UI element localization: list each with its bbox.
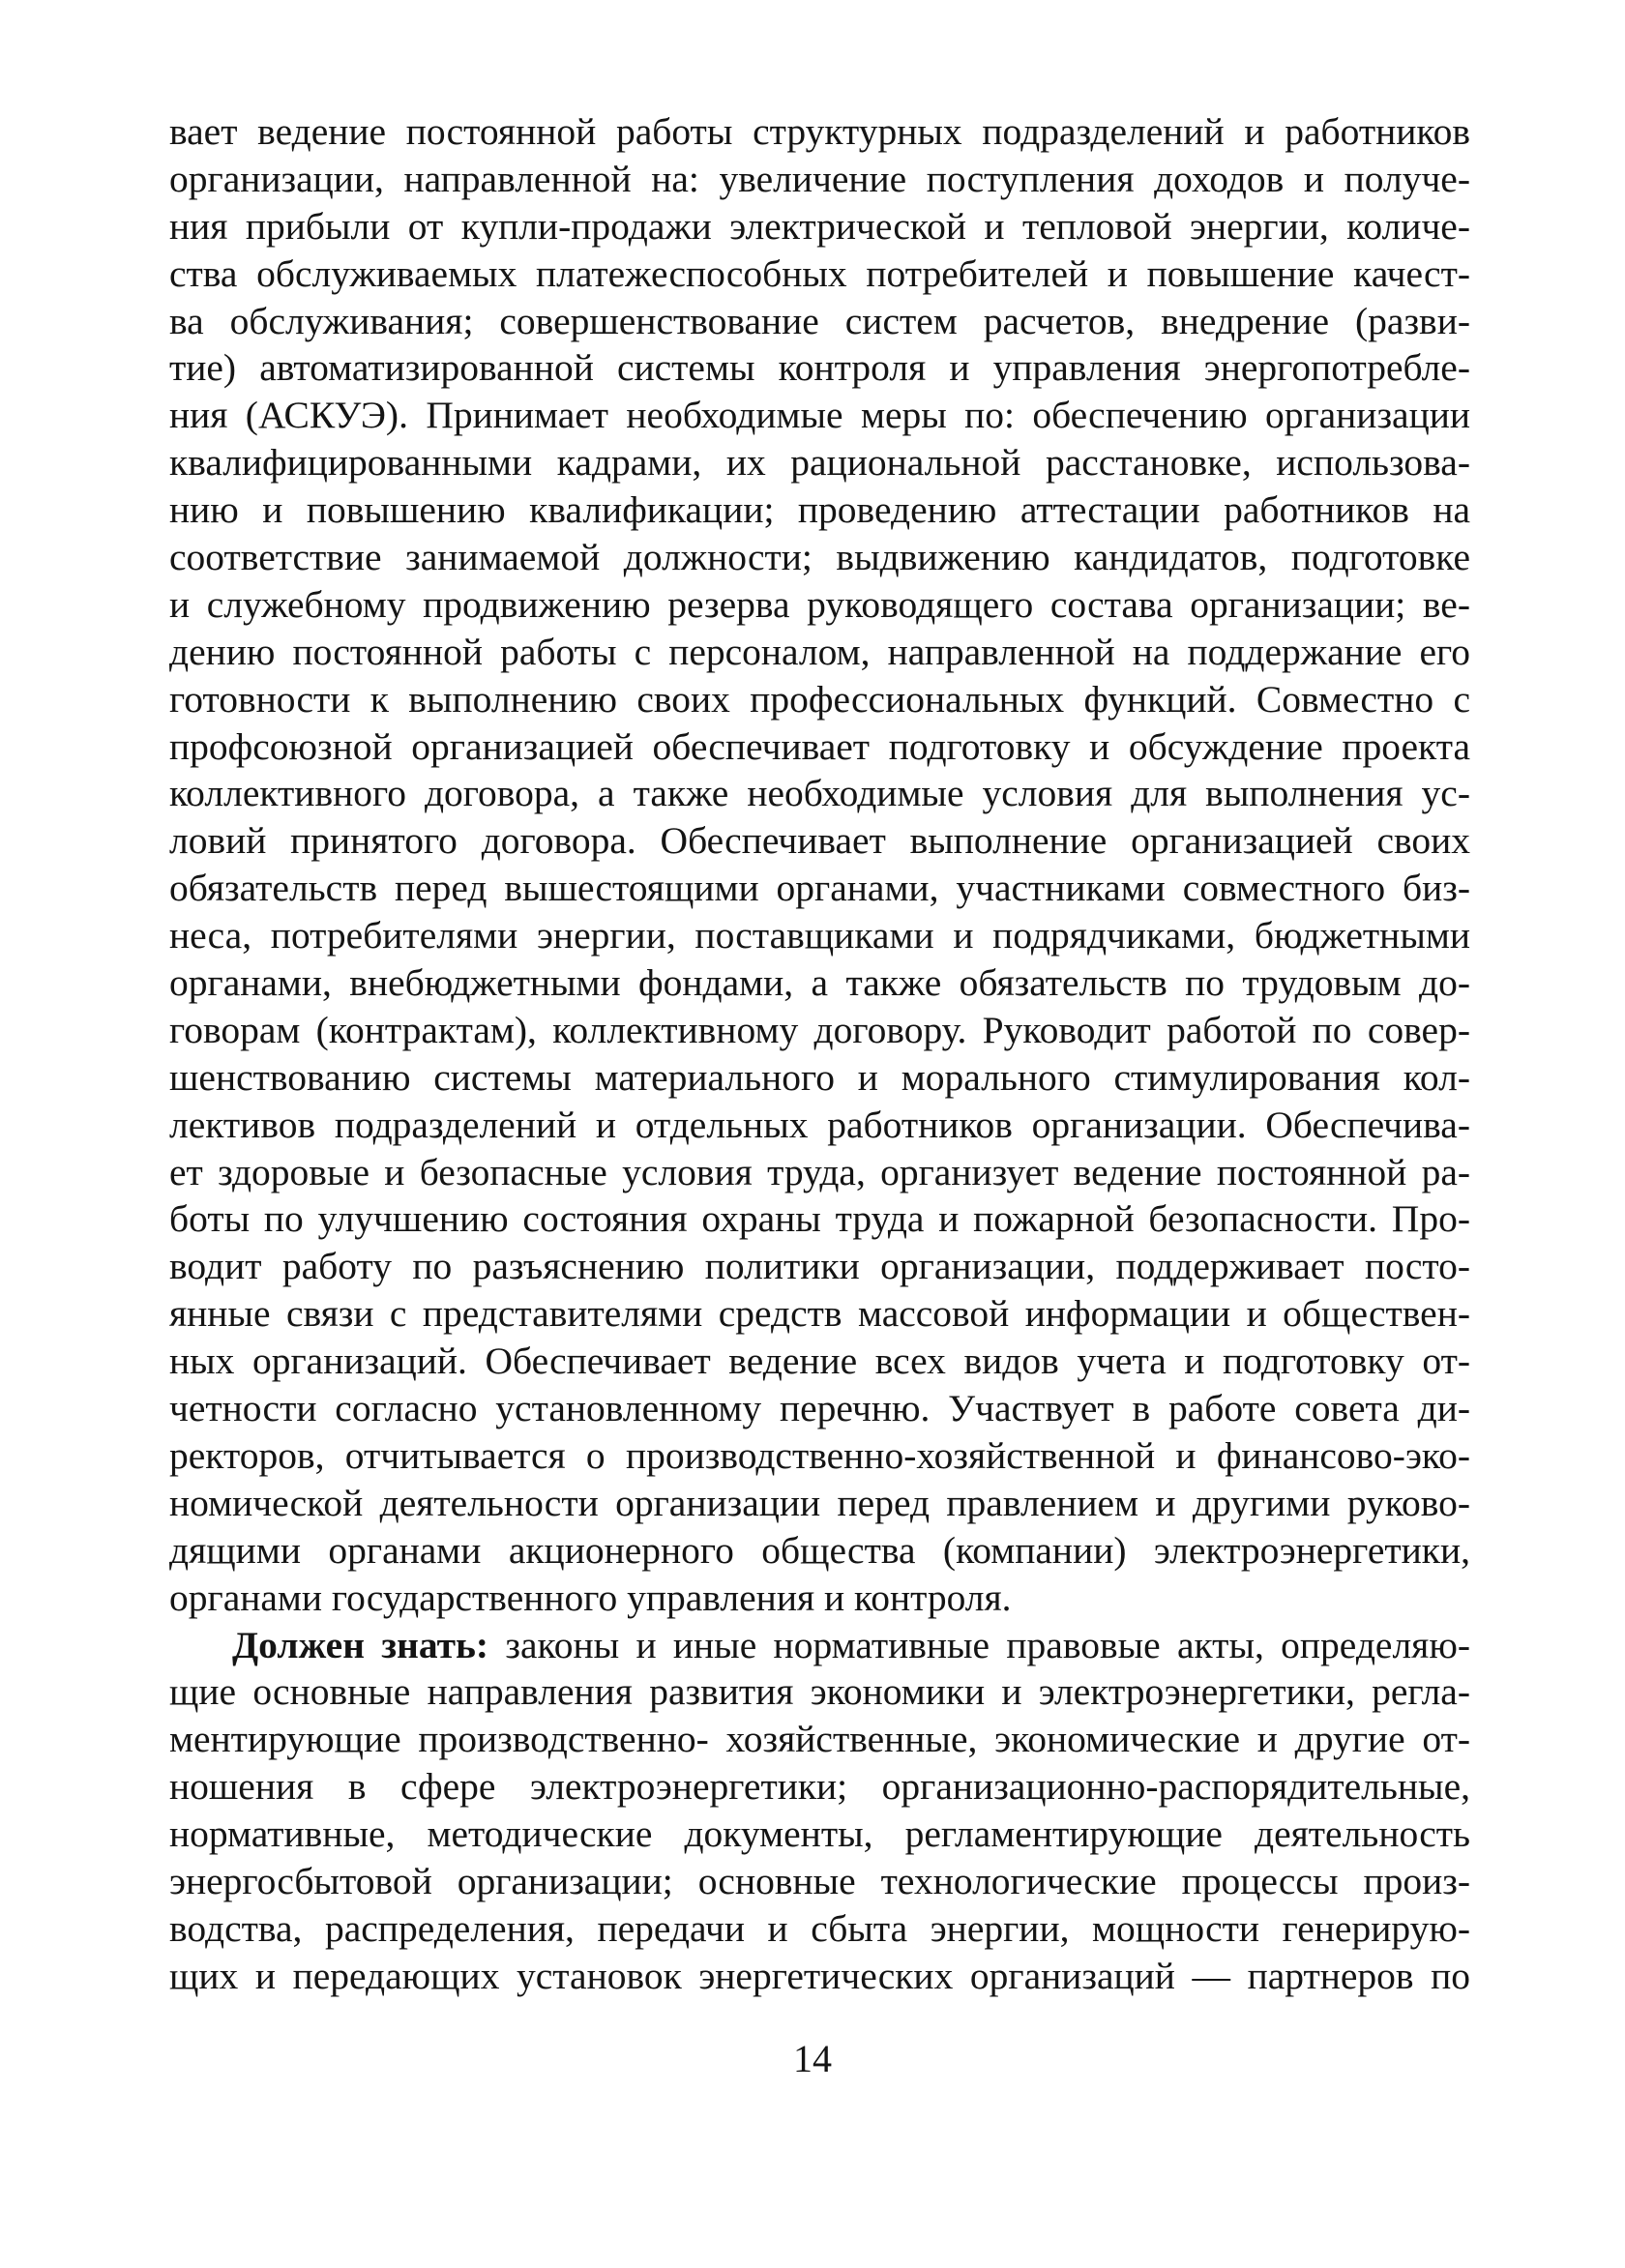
text-line: лективов подразделений и отдельных работников организации. Обеспечива- [169, 1103, 1470, 1146]
must-know-heading: Должен знать: [232, 1623, 489, 1666]
text-line: щих и передающих установок энергетических организаций — партнеров по [169, 1954, 1470, 1997]
text-line: коллективного договора, а также необходимые условия для выполнения ус- [169, 772, 1470, 815]
text-line: вает ведение постоянной работы структурных подразделений и работников [169, 110, 1470, 153]
paragraph-1 [169, 108, 1470, 1622]
text-line: янные связи с представителями средств массовой информации и обществен- [169, 1292, 1470, 1336]
text-line: ных организаций. Обеспечивает ведение всех видов учета и подготовку от- [169, 1340, 1470, 1383]
text-line: неса, потребителями энергии, поставщиками и подрядчиками, бюджетными [169, 914, 1470, 957]
text-line: тие) автоматизированной системы контроля и управления энергопотребле- [169, 346, 1470, 390]
text-line: квалифицированными кадрами, их рациональной расстановке, использова- [169, 441, 1470, 485]
text-line: ства обслуживаемых платежеспособных потребителей и повышение качест- [169, 251, 1470, 295]
page-number: 14 [793, 2037, 832, 2080]
text-line: боты по улучшению состояния охраны труда и пожарной безопасности. Про- [169, 1197, 1470, 1241]
text-line: ловий принятого договора. Обеспечивает выполнение организацией своих [169, 819, 1470, 863]
text-line: нию и повышению квалификации; проведению аттестации работников на [169, 488, 1470, 532]
text-line: организации, направленной на: увеличение поступления доходов и получе- [169, 157, 1470, 200]
text-fragment: законы и иные нормативные правовые акты, определяю- [488, 1623, 1470, 1666]
text-line: водит работу по разъяснению политики организации, поддерживает посто- [169, 1245, 1470, 1288]
text-line: нормативные, методические документы, регламентирующие деятельность [169, 1812, 1470, 1856]
text-line: ет здоровые и безопасные условия труда, организует ведение постоянной ра- [169, 1150, 1470, 1193]
text-line: ния прибыли от купли-продажи электрической и тепловой энергии, количе- [169, 204, 1470, 248]
text-line: четности согласно установленному перечню. Участвует в работе совета ди- [169, 1387, 1470, 1430]
text-line: органами государственного управления и контроля. [169, 1576, 1012, 1619]
text-line: водства, распределения, передачи и сбыта энергии, мощности генерирую- [169, 1906, 1470, 1950]
paragraph-2 [169, 1622, 1470, 2000]
text-line: дящими органами акционерного общества (компании) электроэнергетики, [169, 1528, 1470, 1572]
text-line: готовности к выполнению своих профессиональных функций. Совместно с [169, 677, 1470, 721]
page-body [169, 108, 1470, 2000]
text-line: ношения в сфере электроэнергетики; организационно-распорядительные, [169, 1765, 1470, 1809]
text-line: дению постоянной работы с персоналом, направленной на поддержание его [169, 630, 1470, 673]
text-line: шенствованию системы материального и морального стимулирования кол- [169, 1055, 1470, 1099]
text-line: говорам (контрактам), коллективному договору. Руководит работой по совер- [169, 1008, 1470, 1051]
text-line: ния (АСКУЭ). Принимает необходимые меры по: обеспечению организации [169, 394, 1470, 437]
text-line: профсоюзной организацией обеспечивает подготовку и обсуждение проекта [169, 724, 1470, 768]
text-line: ментирующие производственно- хозяйственные, экономические и другие от- [169, 1718, 1470, 1761]
text-line: соответствие занимаемой должности; выдвижению кандидатов, подготовке [169, 536, 1470, 579]
text-line: обязательств перед вышестоящими органами, участниками совместного биз- [169, 867, 1470, 910]
text-line: и служебному продвижению резерва руководящего состава организации; ве- [169, 582, 1470, 626]
text-line [169, 1622, 1470, 1669]
text-line: органами, внебюджетными фондами, а также обязательств по трудовым до- [169, 961, 1470, 1005]
text-line: ва обслуживания; совершенствование систем расчетов, внедрение (разви- [169, 299, 1470, 342]
text-line: номической деятельности организации перед правлением и другими руково- [169, 1481, 1470, 1524]
text-line: ректоров, отчитывается о производственно-хозяйственной и финансово-эко- [169, 1433, 1470, 1477]
text-line: энергосбытовой организации; основные технологические процессы произ- [169, 1859, 1470, 1902]
text-line: щие основные направления развития экономики и электроэнергетики, регла- [169, 1670, 1470, 1714]
